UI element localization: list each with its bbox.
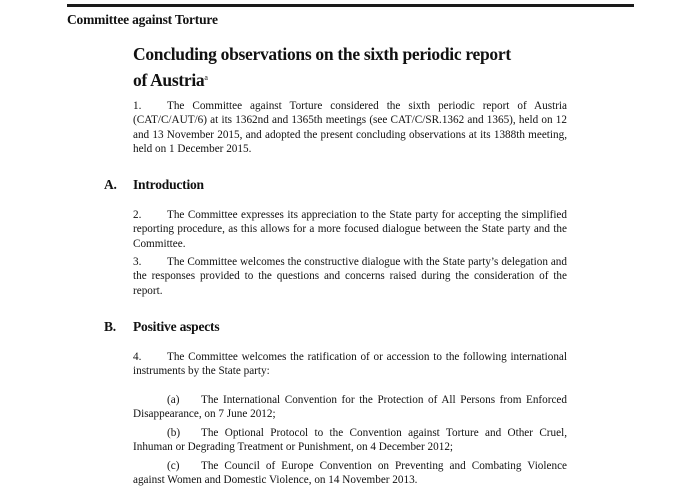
section-heading-a xyxy=(104,177,204,193)
document-title xyxy=(133,42,553,92)
title-line-2 xyxy=(133,66,553,92)
section-letter: B. xyxy=(104,319,116,334)
footnote-marker[interactable]: a xyxy=(204,73,208,82)
paragraph-text: The Committee expresses its appreciation to the State party for accepting the simplified reporting procedure, as this allows for a more focused dialogue between the State party and the Committee. xyxy=(133,209,567,250)
paragraph-text: The Committee against Torture considered the sixth periodic report of Austria (CAT/C/AUT/6) at its 1362nd and 1365th meetings (see CAT/C/SR.1362 and 1365), held on 12 and 13 November 2015, and adopted the present concluding observations at its 1388th meeting, held on 1 December 2015. xyxy=(133,100,567,155)
paragraph-4 xyxy=(133,350,567,379)
section-title: Positive aspects xyxy=(133,319,220,334)
paragraph-text: The Council of Europe Convention on Preventing and Combating Violence against Women and Domestic Violence, on 14 November 2013. xyxy=(133,460,567,487)
paragraph-4b xyxy=(133,426,567,455)
paragraph-text: The International Convention for the Protection of All Persons from Enforced Disappearance, on 7 June 2012; xyxy=(133,394,567,421)
paragraph-number: 1. xyxy=(133,100,142,112)
paragraph-text: The Committee welcomes the ratification of or accession to the following international instruments by the State party: xyxy=(133,351,567,378)
paragraph-4a xyxy=(133,393,567,422)
paragraph-text: The Optional Protocol to the Convention against Torture and Other Cruel, Inhuman or Degrading Treatment or Punishment, on 4 December 2012; xyxy=(133,427,567,454)
section-letter: A. xyxy=(104,177,117,192)
paragraph-1 xyxy=(133,99,567,156)
title-line-2-text: of Austria xyxy=(133,70,205,90)
committee-name: Committee against Torture xyxy=(67,12,218,27)
paragraph-text: The Committee welcomes the constructive dialogue with the State party’s delegation and the responses provided to the questions and concerns raised during the consideration of the report. xyxy=(133,256,567,297)
paragraph-number: 4. xyxy=(133,351,142,363)
paragraph-4c xyxy=(133,459,567,488)
paragraph-2 xyxy=(133,208,567,251)
subparagraph-label: (a) xyxy=(167,394,180,406)
paragraph-number: 3. xyxy=(133,256,142,268)
section-heading-b xyxy=(104,319,220,335)
subparagraph-label: (b) xyxy=(167,427,181,439)
subparagraph-label: (c) xyxy=(167,460,180,472)
paragraph-number: 2. xyxy=(133,209,142,221)
title-line-1: Concluding observations on the sixth periodic report xyxy=(133,44,511,64)
section-title: Introduction xyxy=(133,177,204,192)
header-rule xyxy=(67,4,634,7)
paragraph-3 xyxy=(133,255,567,298)
